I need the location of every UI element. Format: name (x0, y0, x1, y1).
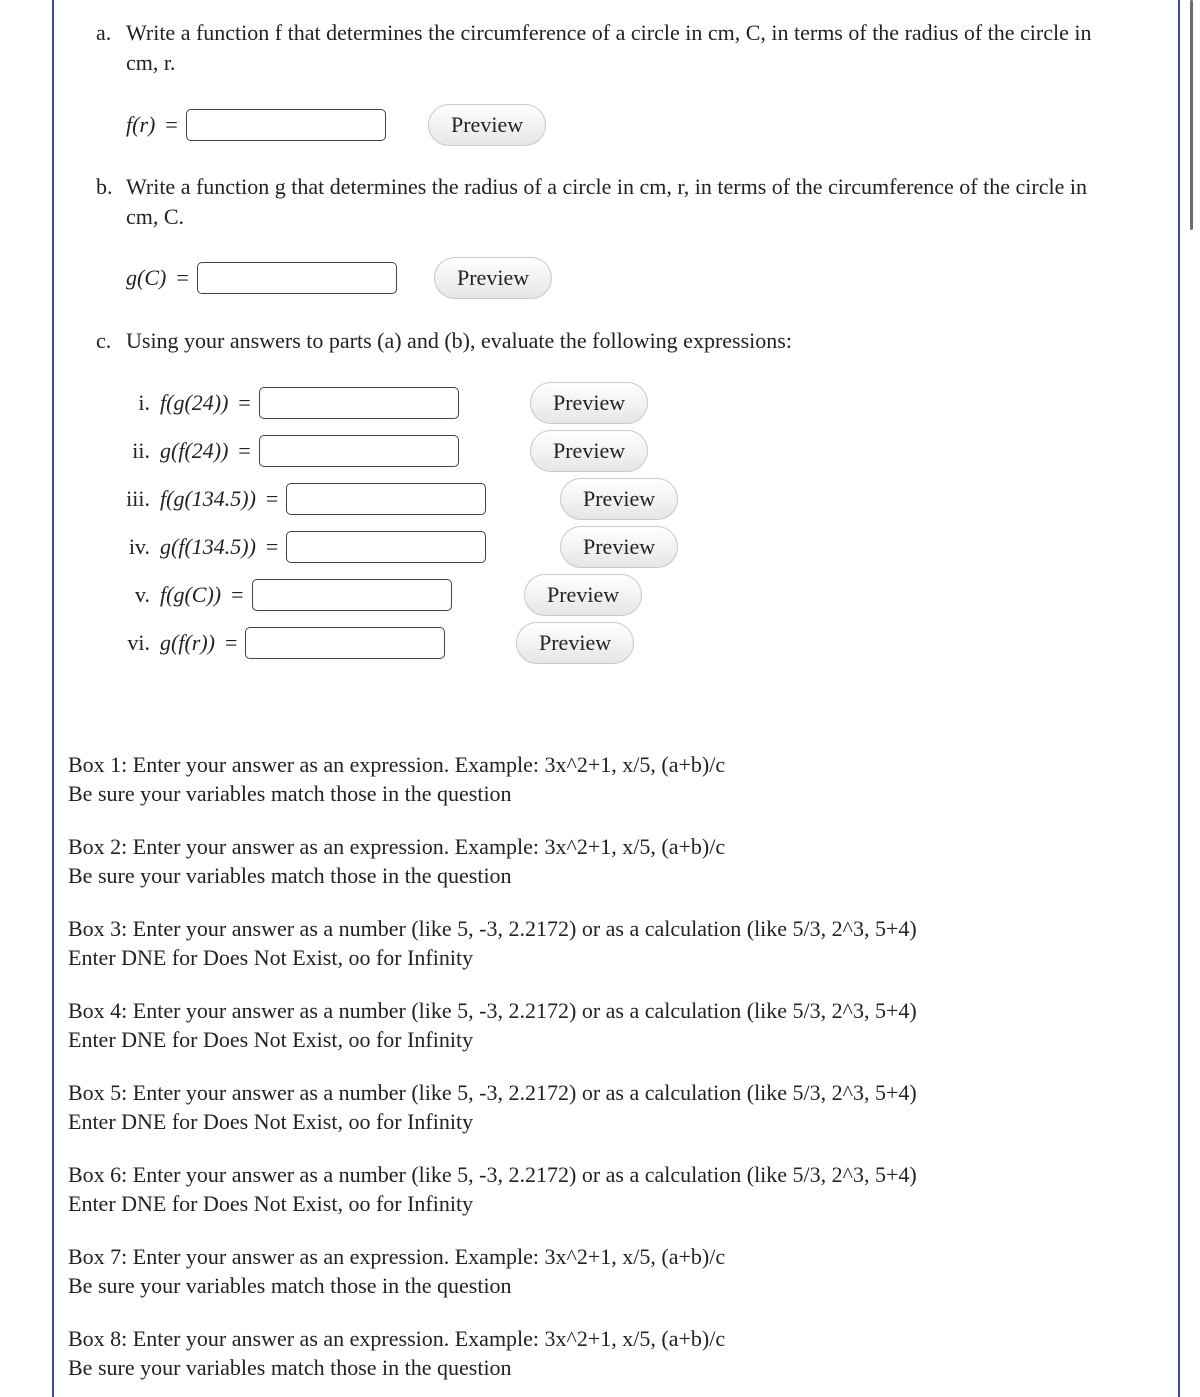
item-numeral: vi. (127, 630, 150, 655)
help-line: Box 7: Enter your answer as an expression. Example: 3x^2+1, x/5, (a+b)/c (68, 1244, 726, 1269)
part-c-text: Using your answers to parts (a) and (b), evaluate the following expressions: (126, 328, 792, 353)
help-line: Box 1: Enter your answer as an expression. Example: 3x^2+1, x/5, (a+b)/c (68, 752, 726, 777)
part-a-letter: a. (96, 20, 112, 45)
help-line: Box 3: Enter your answer as a number (like 5, -3, 2.2172) or as a calculation (like 5/3, 2^3, 5+4) (68, 916, 917, 941)
help-line: Enter DNE for Does Not Exist, oo for Infinity (68, 1109, 474, 1134)
item-expression: f(g(134.5)) (160, 486, 256, 511)
help-line: Be sure your variables match those in the question (68, 863, 512, 888)
part-c-item-row (120, 478, 486, 520)
item-numeral: v. (134, 582, 150, 607)
item-preview-button-iv[interactable]: Preview (560, 526, 678, 568)
item-answer-input-ii[interactable] (259, 435, 459, 467)
item-numeral: i. (138, 390, 150, 415)
help-box-2 (68, 832, 725, 890)
part-c-item-row (120, 526, 486, 568)
help-line: Box 5: Enter your answer as a number (like 5, -3, 2.2172) or as a calculation (like 5/3, 2^3, 5+4) (68, 1080, 917, 1105)
part-a-label: f(r) (126, 112, 156, 137)
help-line: Box 8: Enter your answer as an expression. Example: 3x^2+1, x/5, (a+b)/c (68, 1326, 726, 1351)
help-line: Box 2: Enter your answer as an expression. Example: 3x^2+1, x/5, (a+b)/c (68, 834, 726, 859)
help-line: Be sure your variables match those in the question (68, 781, 512, 806)
item-preview-button-v[interactable]: Preview (524, 574, 642, 616)
page-frame-left-border (52, 0, 54, 1397)
item-numeral: iii. (126, 486, 150, 511)
item-preview-button-vi[interactable]: Preview (516, 622, 634, 664)
part-c-item-row (120, 430, 459, 472)
part-a-preview-button[interactable]: Preview (428, 104, 546, 146)
item-expression: g(f(r)) (160, 630, 215, 655)
part-c-item-row (120, 382, 459, 424)
item-expression: f(g(24)) (160, 390, 229, 415)
item-equals: = (238, 390, 251, 415)
part-b-label: g(C) (126, 265, 167, 290)
part-b-preview-button[interactable]: Preview (434, 257, 552, 299)
help-line: Be sure your variables match those in the question (68, 1355, 512, 1380)
part-a-answer-input[interactable] (186, 109, 386, 141)
part-c-item-row (120, 574, 452, 616)
help-line: Box 6: Enter your answer as a number (like 5, -3, 2.2172) or as a calculation (like 5/3, 2^3, 5+4) (68, 1162, 917, 1187)
part-a-text-line2: cm, r. (126, 50, 176, 75)
help-line: Box 4: Enter your answer as a number (like 5, -3, 2.2172) or as a calculation (like 5/3, 2^3, 5+4) (68, 998, 917, 1023)
help-line: Be sure your variables match those in the question (68, 1273, 512, 1298)
item-answer-input-iv[interactable] (286, 531, 486, 563)
part-b-text-line1: Write a function g that determines the radius of a circle in cm, r, in terms of the circumference of the circle in (126, 174, 1087, 199)
part-c-item-row (120, 622, 445, 664)
item-equals: = (265, 486, 279, 511)
help-line: Enter DNE for Does Not Exist, oo for Infinity (68, 945, 474, 970)
part-b-answer-input[interactable] (197, 262, 397, 294)
item-answer-input-vi[interactable] (245, 627, 445, 659)
part-b-text-line2: cm, C. (126, 204, 185, 229)
part-a-text-line1: Write a function f that determines the circumference of a circle in cm, C, in terms of the radius of the circle in (126, 20, 1092, 45)
help-box-1 (68, 750, 725, 808)
item-answer-input-i[interactable] (259, 387, 459, 419)
scrollbar[interactable] (1190, 0, 1193, 230)
help-box-6 (68, 1160, 917, 1218)
item-expression: f(g(C)) (160, 582, 222, 607)
item-preview-button-ii[interactable]: Preview (530, 430, 648, 472)
part-b-equals: = (176, 265, 189, 290)
item-numeral: iv. (128, 534, 150, 559)
help-box-7 (68, 1242, 725, 1300)
part-c-question (96, 326, 792, 356)
help-line: Enter DNE for Does Not Exist, oo for Infinity (68, 1191, 474, 1216)
item-answer-input-iii[interactable] (286, 483, 486, 515)
part-a-answer-row (126, 104, 386, 146)
page-frame-right-border (1178, 0, 1180, 1397)
item-expression: g(f(134.5)) (160, 534, 256, 559)
part-a-equals: = (165, 112, 178, 137)
item-equals: = (238, 438, 251, 463)
item-equals: = (224, 630, 238, 655)
item-preview-button-iii[interactable]: Preview (560, 478, 678, 520)
help-box-5 (68, 1078, 917, 1136)
item-equals: = (231, 582, 244, 607)
item-equals: = (265, 534, 279, 559)
help-box-3 (68, 914, 917, 972)
help-box-8 (68, 1324, 725, 1382)
part-c-letter: c. (96, 328, 112, 353)
help-line: Enter DNE for Does Not Exist, oo for Infinity (68, 1027, 474, 1052)
part-a-question (96, 18, 1092, 78)
item-preview-button-i[interactable]: Preview (530, 382, 648, 424)
part-b-answer-row (126, 257, 397, 299)
help-box-4 (68, 996, 917, 1054)
part-b-letter: b. (96, 174, 113, 199)
part-b-question (96, 172, 1087, 232)
item-answer-input-v[interactable] (252, 579, 452, 611)
item-numeral: ii. (132, 438, 150, 463)
item-expression: g(f(24)) (160, 438, 229, 463)
